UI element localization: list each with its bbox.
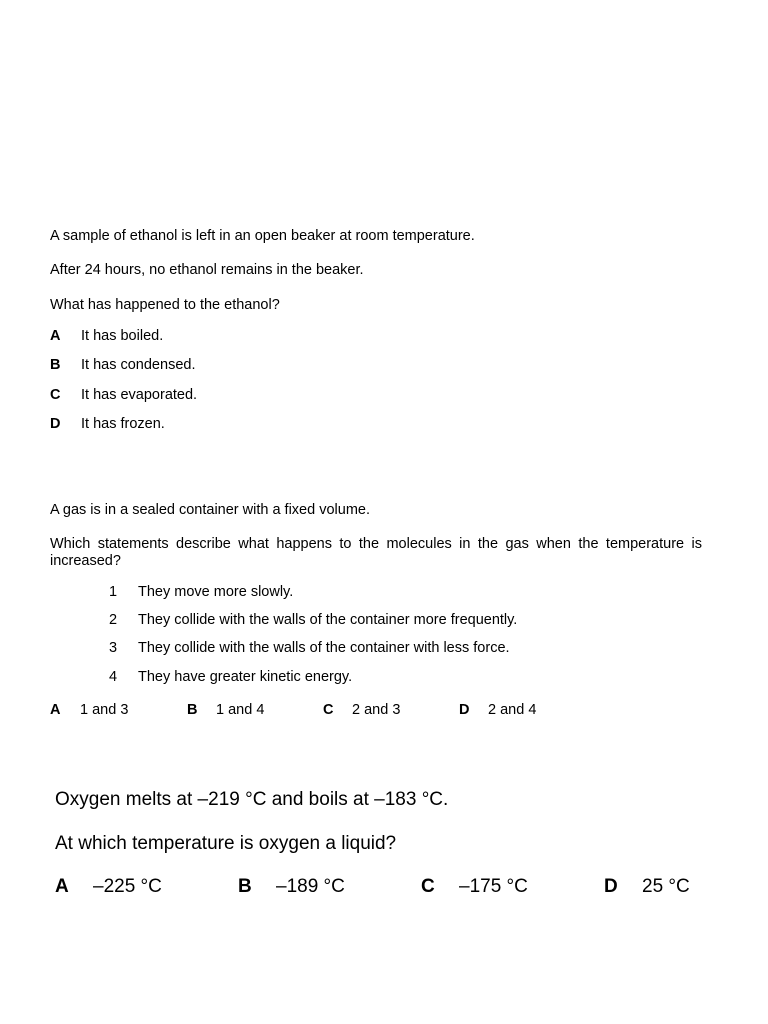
statement-text: They move more slowly.: [138, 584, 294, 600]
statement-number: 2: [109, 612, 118, 628]
question-1-line-2: After 24 hours, no ethanol remains in the beaker.: [50, 262, 364, 278]
option-text: 1 and 3: [80, 702, 129, 718]
option-text: It has evaporated.: [81, 387, 198, 403]
question-3-line-1: Oxygen melts at –219 °C and boils at –183 °C.: [55, 789, 449, 810]
statement-number: 4: [109, 669, 118, 685]
option-text: It has boiled.: [81, 328, 164, 344]
option-text: 1 and 4: [216, 702, 265, 718]
option-letter: C: [323, 702, 334, 718]
option-letter: D: [50, 416, 61, 432]
option-letter: A: [50, 702, 61, 718]
option-letter: D: [604, 876, 618, 897]
statement-number: 3: [109, 640, 118, 656]
option-letter: A: [50, 328, 61, 344]
option-letter: B: [50, 357, 61, 373]
option-text: –225 °C: [93, 876, 162, 897]
question-1-prompt: What has happened to the ethanol?: [50, 297, 280, 313]
option-text: 2 and 4: [488, 702, 537, 718]
option-text: 25 °C: [642, 876, 690, 897]
question-1-line-1: A sample of ethanol is left in an open beaker at room temperature.: [50, 228, 475, 244]
option-text: It has frozen.: [81, 416, 165, 432]
statement-text: They have greater kinetic energy.: [138, 669, 353, 685]
option-letter: C: [50, 387, 61, 403]
statement-text: They collide with the walls of the container with less force.: [138, 640, 510, 656]
option-letter: B: [238, 876, 252, 897]
option-text: It has condensed.: [81, 357, 196, 373]
option-letter: D: [459, 702, 470, 718]
option-text: –189 °C: [276, 876, 345, 897]
option-letter: B: [187, 702, 198, 718]
option-letter: C: [421, 876, 435, 897]
statement-text: They collide with the walls of the container more frequently.: [138, 612, 518, 628]
option-text: –175 °C: [459, 876, 528, 897]
option-letter: A: [55, 876, 69, 897]
question-2-line-1: A gas is in a sealed container with a fixed volume.: [50, 502, 370, 518]
option-text: 2 and 3: [352, 702, 401, 718]
question-2-prompt: Which statements describe what happens to the molecules in the gas when the temperature is increased?: [50, 536, 702, 569]
statement-number: 1: [109, 584, 118, 600]
question-3-prompt: At which temperature is oxygen a liquid?: [55, 833, 397, 854]
